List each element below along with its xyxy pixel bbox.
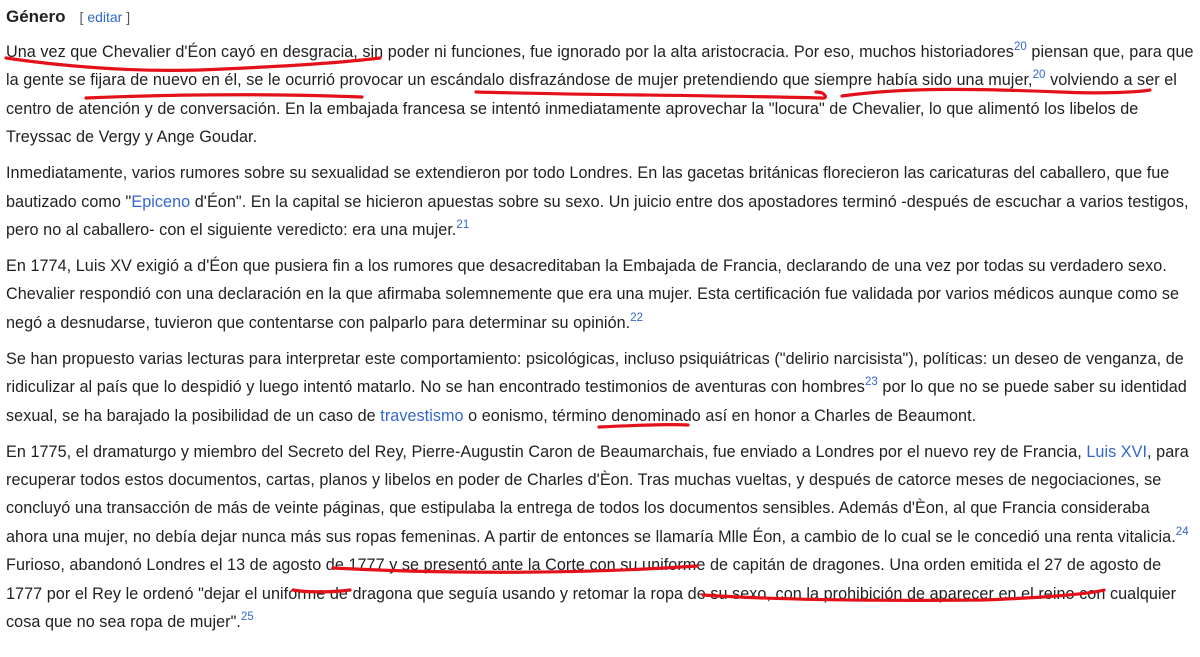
footnote-ref[interactable]: 21	[456, 219, 470, 232]
paragraph-2: Inmediatamente, varios rumores sobre su sexualidad se extendieron por todo Londres. En las gacetas británicas florecieron las caricaturas del caballero, que fue bautizado como "Epiceno d'Éon". En la capital se hicieron apuestas sobre su sexo. Un juicio entre dos apostadores terminó -después de escuchar a varios testigos, pero no al caballero- con el siguiente veredicto: era una mujer.$^{21}$	[6, 164, 1189, 240]
underlined-phrase: pretendiendo que siempre había sido una mujer	[682, 71, 1029, 90]
paragraph-4: Se han propuesto varias lecturas para interpretar este comportamiento: psicológicas, incluso psiquiátricas ("delirio narcisista"), políticas: un deseo de venganza, de ridiculizar al país que lo despidió y luego intentó matarlo. No se han encontrado testimonios de aventuras con hombres$^{23}$ por lo que no se puede saber su identidad sexual, se ha barajado la posibilidad de un caso de travestismo o eonismo, término denominado así en honor a Charles de Beaumont.	[6, 349, 1187, 425]
luis-xvi-link[interactable]: Luis XVI	[1086, 442, 1148, 461]
underlined-phrase: provocar un escándalo disfrazándose de mujer	[339, 71, 679, 90]
footnote-ref[interactable]: 20	[1013, 41, 1027, 53]
underlined-phrase: Una vez que Chevalier d'Éon cayó en desgracia	[6, 43, 354, 61]
underlined-phrase: no debía dejar nunca más sus ropas femeninas	[132, 527, 477, 546]
footnote-ref[interactable]: 24	[1175, 525, 1189, 538]
paragraph-5: En 1775, el dramaturgo y miembro del Secreto del Rey, Pierre-Augustin Caron de Beaumarchais, fue enviado a Londres por el nuevo rey de Francia, Luis XVI, para recuperar todos estos documentos, cartas, planos y libelos en poder de Charles d'Èon. Tras muchas vueltas, y después de catorce meses de negociaciones, se concluyó una transacción de más de veinte páginas, que estipulaba la entrega de todos los documentos sensibles. Además d'Èon, al que Francia consideraba ahora una mujer, no debía dejar nunca más sus ropas femeninas. A partir de entonces se llamaría Mlle Éon, a cambio de lo cual se le concedió una renta vitalicia.$^{24}$ Furioso, abandonó Londres el 13 de agosto de 1777 y se presentó ante la Corte con su uniforme de capitán de dragones. Una orden emitida el 27 de agosto de 1777 por el Rey le ordenó "dejar el uniforme de dragona que seguía usando y retomar la ropa de su sexo, con la prohibición de aparecer en el reino con cualquier cosa que no sea ropa de mujer".$^{25}$	[6, 442, 1189, 632]
footnote-ref[interactable]: 23	[864, 376, 878, 389]
article-section	[6, 4, 1194, 644]
underlined-phrase: se presentó ante la Corte con su uniforme de capitán	[401, 556, 786, 575]
section-title: Género	[6, 7, 66, 26]
footnote-ref[interactable]: 22	[630, 311, 644, 324]
travestismo-link[interactable]: travestismo	[380, 406, 464, 425]
underlined-phrase: para que la gente se fijara de nuevo en él	[6, 43, 1194, 90]
underlined-phrase: Furioso	[6, 556, 61, 575]
section-heading	[6, 4, 1194, 30]
footnote-ref[interactable]: 20	[1032, 69, 1046, 82]
epiceno-link[interactable]: Epiceno	[131, 192, 191, 211]
paragraph-3: En 1774, Luis XV exigió a d'Éon que pusiera fin a los rumores que desacreditaban la Embajada de Francia, declarando de una vez por todas su verdadero sexo. Chevalier respondió con una declaración en la que afirmaba solemnemente que era una mujer. Esta certificación fue validada por varios médicos aunque como se negó a desnudarse, tuvieron que contentarse con palparlo para determinar su opinión.$^{22}$	[6, 257, 1180, 332]
edit-link[interactable]: editar	[87, 9, 123, 25]
paragraph-1: Una vez que Chevalier d'Éon cayó en desgracia, sin poder ni funciones, fue ignorado por la alta aristocracia. Por eso, muchos historiadores$^{20}$ piensan que, para que la gente se fijara de nuevo en él, se le ocurrió provocar un escándalo disfrazándose de mujer pretendiendo que siempre había sido una mujer,$^{20}$ volviendo a ser el centro de atención y de conversación. En la embajada francesa se intentó inmediatamente aprovechar la "locura" de Chevalier, lo que alimentó los libelos de Treyssac de Vergy y Ange Goudar.	[6, 41, 1194, 147]
edit-section: [ editar ]	[79, 9, 131, 25]
footnote-ref[interactable]: 25	[240, 611, 254, 624]
